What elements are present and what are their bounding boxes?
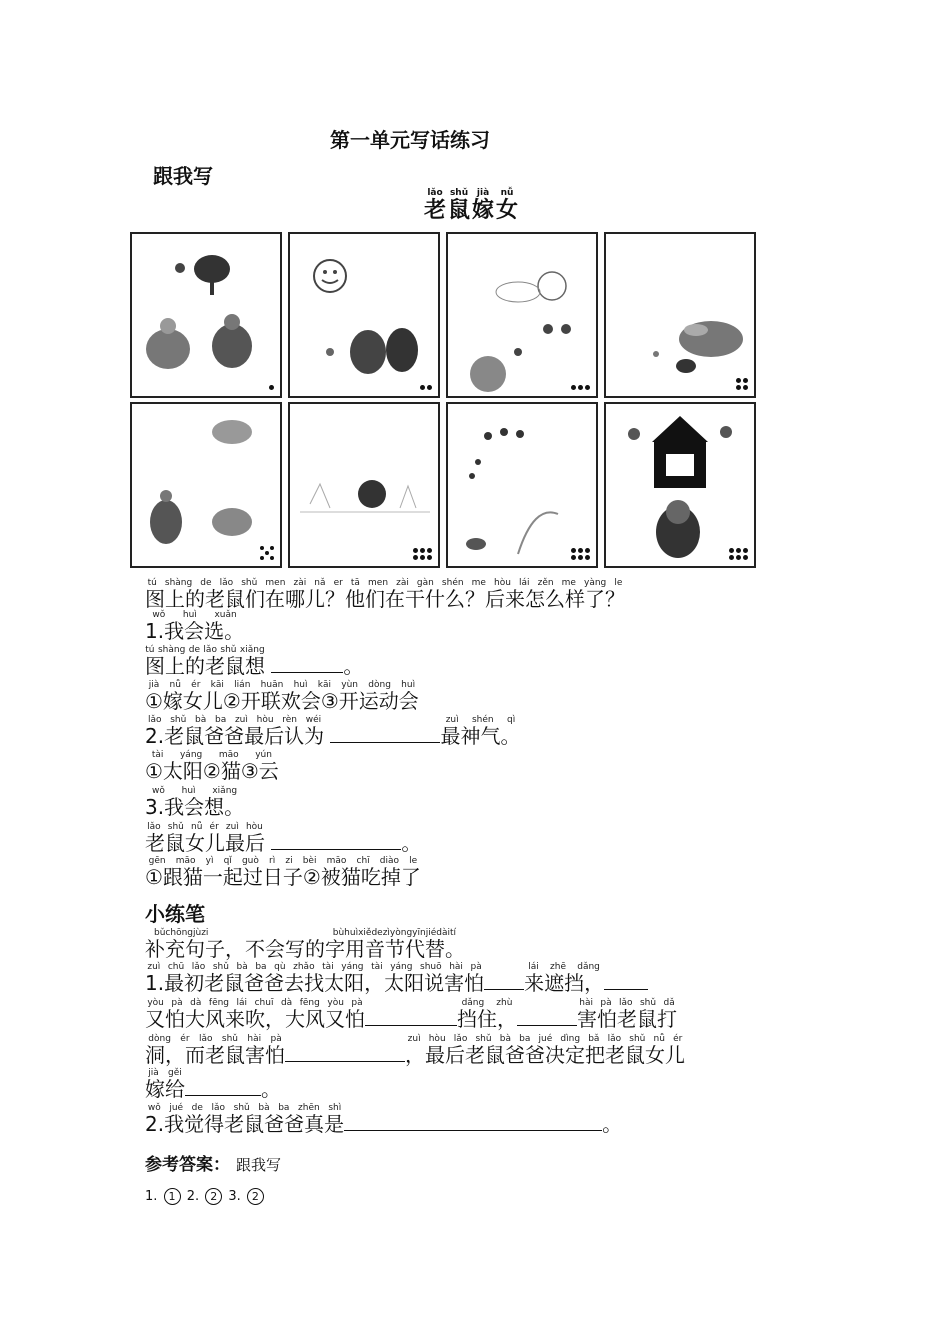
- story-panel-1: [130, 232, 282, 398]
- practice-1-line-4: 嫁给jià gěi。: [145, 1068, 281, 1101]
- wall-illustration: [290, 404, 438, 566]
- q3-options: ①跟猫一起过日子②被猫吃掉了gēn māo yì qǐ guò rì zi bèi māo chī diào le: [145, 856, 421, 889]
- answer-subheading: 跟我写: [236, 1156, 282, 1174]
- cloud-wind-illustration: [132, 404, 280, 566]
- q3-blank[interactable]: [271, 833, 401, 850]
- practice-1-line-2: 又怕大风来吹，大风又怕yòu pà dà fēng lái chuī dà fēng yòu pà挡住，dǎng zhù害怕老鼠打hài pà lǎo shǔ dǎ: [145, 998, 677, 1031]
- story-picture-grid: [130, 232, 752, 570]
- q3-stem: 老鼠女儿最后lǎo shǔ nǚ ér zuì hòu 。: [145, 822, 422, 855]
- q1-options: ①嫁女儿②开联欢会③开运动会jià nǚ ér kāi lián huān huì kāi yùn dòng huì: [145, 680, 419, 713]
- story-title-char: 嫁jià: [472, 188, 495, 223]
- story-title-char: 鼠shǔ: [448, 188, 471, 223]
- story-panel-6: [288, 402, 440, 568]
- q1-stem: 图上的老鼠想tú shàng de lǎo shǔ xiǎng 。: [145, 645, 364, 678]
- q3-label: 3.我会想。wǒ huì xiǎng: [145, 786, 245, 819]
- q2-stem: 2.老鼠爸爸最后认为lǎo shǔ bà ba zuì hòu rèn wéi 最神气。zuì shén qì: [145, 715, 521, 748]
- story-title-char: 老lǎo: [424, 188, 447, 223]
- practice-1-line-1: 1.最初老鼠爸爸去找太阳，太阳说害怕zuì chū lǎo shǔ bà ba qù zhǎo tài yáng tài yáng shuō hài pà来遮挡，lái zhē dǎng: [145, 962, 648, 993]
- practice-intro: 补充句子，不会写的字用音节代替。bǔchōngjùzi bùhuìxiědezìyòngyīnjiédàití: [145, 928, 465, 961]
- practice-1-blank-5[interactable]: [285, 1045, 405, 1062]
- mice-umbrella-illustration: [132, 234, 280, 396]
- practice-2-blank[interactable]: [344, 1114, 602, 1131]
- practice-1-blank-2[interactable]: [604, 973, 648, 990]
- practice-1-blank-4[interactable]: [517, 1009, 577, 1026]
- sun-illustration: [290, 234, 438, 396]
- story-panel-8: [604, 402, 756, 568]
- section-heading-practice: 小练笔: [145, 902, 205, 926]
- practice-1-blank-3[interactable]: [365, 1009, 457, 1026]
- answer-3: 2: [247, 1188, 264, 1205]
- cloud-sun-illustration: [448, 234, 596, 396]
- story-panel-4: [604, 232, 756, 398]
- wind-illustration: [606, 234, 754, 396]
- answer-1: 1: [164, 1188, 181, 1205]
- q2-blank[interactable]: [330, 726, 440, 743]
- story-title-char: 女nǚ: [496, 188, 519, 223]
- story-panel-2: [288, 232, 440, 398]
- q2-options: ①太阳②猫③云tài yáng māo yún: [145, 750, 279, 783]
- answer-2: 2: [205, 1188, 222, 1205]
- section-heading-follow: 跟我写: [153, 164, 213, 188]
- practice-2-line: 2.我觉得老鼠爸爸真是wǒ jué de lǎo shǔ bà ba zhēn shì。: [145, 1103, 623, 1136]
- practice-1-line-3: 洞，而老鼠害怕dòng ér lǎo shǔ hài pà，最后老鼠爸爸决定把老鼠女儿zuì hòu lǎo shǔ bà ba jué dìng bǎ lǎo shǔ nǚ ér: [145, 1034, 685, 1067]
- cat-house-illustration: [606, 404, 754, 566]
- story-panel-7: [446, 402, 598, 568]
- question-intro: 图上的老鼠们在哪儿？他们在干什么？后来怎么样了？tú shàng de lǎo shǔ men zài nǎ er tā men zài gàn shén me hòu lái zěn me yàng le: [145, 578, 625, 611]
- practice-1-blank-6[interactable]: [185, 1079, 261, 1096]
- story-panel-3: [446, 232, 598, 398]
- q1-label: 1.我会选。wǒ huì xuǎn: [145, 610, 245, 643]
- mice-running-illustration: [448, 404, 596, 566]
- answer-key: 1. 1 2. 2 3. 2: [145, 1188, 266, 1205]
- story-panel-5: [130, 402, 282, 568]
- q1-blank[interactable]: [271, 656, 343, 673]
- practice-1-blank-1[interactable]: [484, 973, 524, 990]
- page-title: 第一单元写话练习: [330, 128, 490, 152]
- story-title: [424, 188, 520, 224]
- answer-heading: 参考答案： 跟我写: [145, 1155, 282, 1175]
